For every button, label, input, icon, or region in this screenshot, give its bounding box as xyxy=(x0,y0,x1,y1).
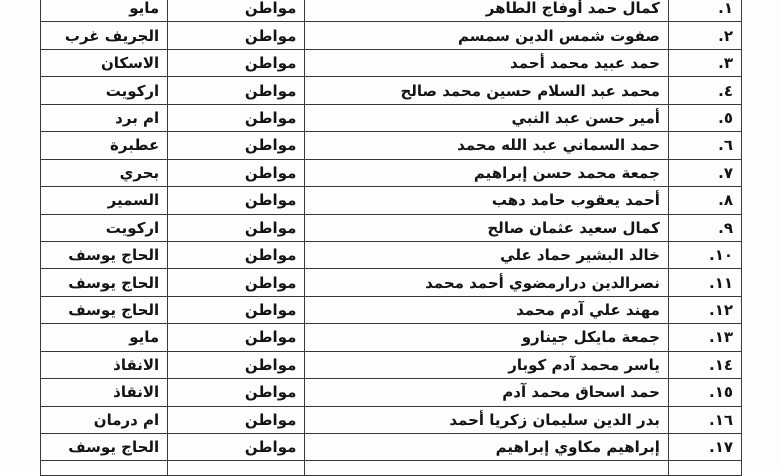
table-row xyxy=(41,49,742,76)
row-number: ١٠. xyxy=(668,241,741,268)
status-cell: مواطن xyxy=(168,351,305,378)
row-number: ١٣. xyxy=(668,324,741,351)
place-cell: بحري xyxy=(41,159,168,186)
place-cell: مايو xyxy=(41,0,168,22)
row-number: ٧. xyxy=(668,159,741,186)
place-cell: اركويت xyxy=(41,214,168,241)
table-row xyxy=(41,406,742,433)
row-number: ٦. xyxy=(668,132,741,159)
status-cell: مواطن xyxy=(168,132,305,159)
row-number: ١. xyxy=(668,0,741,22)
place-cell: ام درمان xyxy=(41,406,168,433)
table-row xyxy=(41,104,742,131)
status-cell: مواطن xyxy=(168,269,305,296)
row-number: ١٤. xyxy=(668,351,741,378)
place-cell: السمير xyxy=(41,187,168,214)
status-cell: مواطن xyxy=(168,379,305,406)
place-cell: عطبرة xyxy=(41,132,168,159)
row-number: ٨. xyxy=(668,187,741,214)
status-cell: مواطن xyxy=(168,22,305,49)
table-row xyxy=(41,324,742,351)
table-row xyxy=(41,187,742,214)
person-name: أحمد يعقوب حامد دهب xyxy=(305,187,669,214)
row-number: ٣. xyxy=(668,49,741,76)
row-number: ٩. xyxy=(668,214,741,241)
table-row xyxy=(41,241,742,268)
table-row xyxy=(41,77,742,104)
place-cell: الحاج يوسف xyxy=(41,269,168,296)
row-number: ١٦. xyxy=(668,406,741,433)
status-cell: مواطن xyxy=(168,77,305,104)
table-row xyxy=(41,214,742,241)
person-name: كمال سعيد عثمان صالح xyxy=(305,214,669,241)
row-number: ١٢. xyxy=(668,296,741,323)
person-name: جمعة مايكل جينارو xyxy=(305,324,669,351)
person-name: خالد البشير حماد علي xyxy=(305,241,669,268)
row-number: ٥. xyxy=(668,104,741,131)
status-cell: مواطن xyxy=(168,159,305,186)
status-cell: مواطن xyxy=(168,406,305,433)
person-name: كمال حمد أوفاج الطاهر xyxy=(305,0,669,22)
status-cell: مواطن xyxy=(168,49,305,76)
status-cell: مواطن xyxy=(168,214,305,241)
row-number: ٢. xyxy=(668,22,741,49)
table-row-partial xyxy=(41,461,742,476)
table-row xyxy=(41,434,742,461)
status-cell: مواطن xyxy=(168,434,305,461)
place-cell: الانقاذ xyxy=(41,379,168,406)
table-row xyxy=(41,159,742,186)
person-name: جمعة محمد حسن إبراهيم xyxy=(305,159,669,186)
person-name: نصرالدين درارمضوي أحمد محمد xyxy=(305,269,669,296)
names-table-body xyxy=(41,0,742,476)
person-name: ياسر محمد آدم كوبار xyxy=(305,351,669,378)
place-cell: الانقاذ xyxy=(41,351,168,378)
row-number: ١١. xyxy=(668,269,741,296)
person-name: صفوت شمس الدين سمسم xyxy=(305,22,669,49)
table-row xyxy=(41,22,742,49)
person-name: إبراهيم مكاوي إبراهيم xyxy=(305,434,669,461)
person-name: محمد عبد السلام حسين محمد صالح xyxy=(305,77,669,104)
person-name: حمد السماني عبد الله محمد xyxy=(305,132,669,159)
empty-cell xyxy=(168,461,305,476)
status-cell: مواطن xyxy=(168,187,305,214)
place-cell: الاسكان xyxy=(41,49,168,76)
place-cell: اركويت xyxy=(41,77,168,104)
place-cell: الحاج يوسف xyxy=(41,434,168,461)
place-cell: ام برد xyxy=(41,104,168,131)
person-name: مهند علي آدم محمد xyxy=(305,296,669,323)
status-cell: مواطن xyxy=(168,296,305,323)
table-row xyxy=(41,379,742,406)
status-cell: مواطن xyxy=(168,104,305,131)
person-name: أمير حسن عبد النبي xyxy=(305,104,669,131)
table-row xyxy=(41,0,742,22)
place-cell: الحاج يوسف xyxy=(41,241,168,268)
status-cell: مواطن xyxy=(168,324,305,351)
empty-cell xyxy=(305,461,669,476)
place-cell: الجريف غرب xyxy=(41,22,168,49)
table-row xyxy=(41,132,742,159)
person-name: حمد عبيد محمد أحمد xyxy=(305,49,669,76)
table-row xyxy=(41,296,742,323)
status-cell: مواطن xyxy=(168,241,305,268)
place-cell: مايو xyxy=(41,324,168,351)
row-number: ٤. xyxy=(668,77,741,104)
row-number: ١٥. xyxy=(668,379,741,406)
place-cell: الحاج يوسف xyxy=(41,296,168,323)
status-cell: مواطن xyxy=(168,0,305,22)
person-name: حمد اسحاق محمد آدم xyxy=(305,379,669,406)
table-row xyxy=(41,351,742,378)
empty-cell xyxy=(41,461,168,476)
names-table xyxy=(40,0,742,476)
table-row xyxy=(41,269,742,296)
person-name: بدر الدين سليمان زكريا أحمد xyxy=(305,406,669,433)
row-number: ١٧. xyxy=(668,434,741,461)
empty-cell xyxy=(668,461,741,476)
